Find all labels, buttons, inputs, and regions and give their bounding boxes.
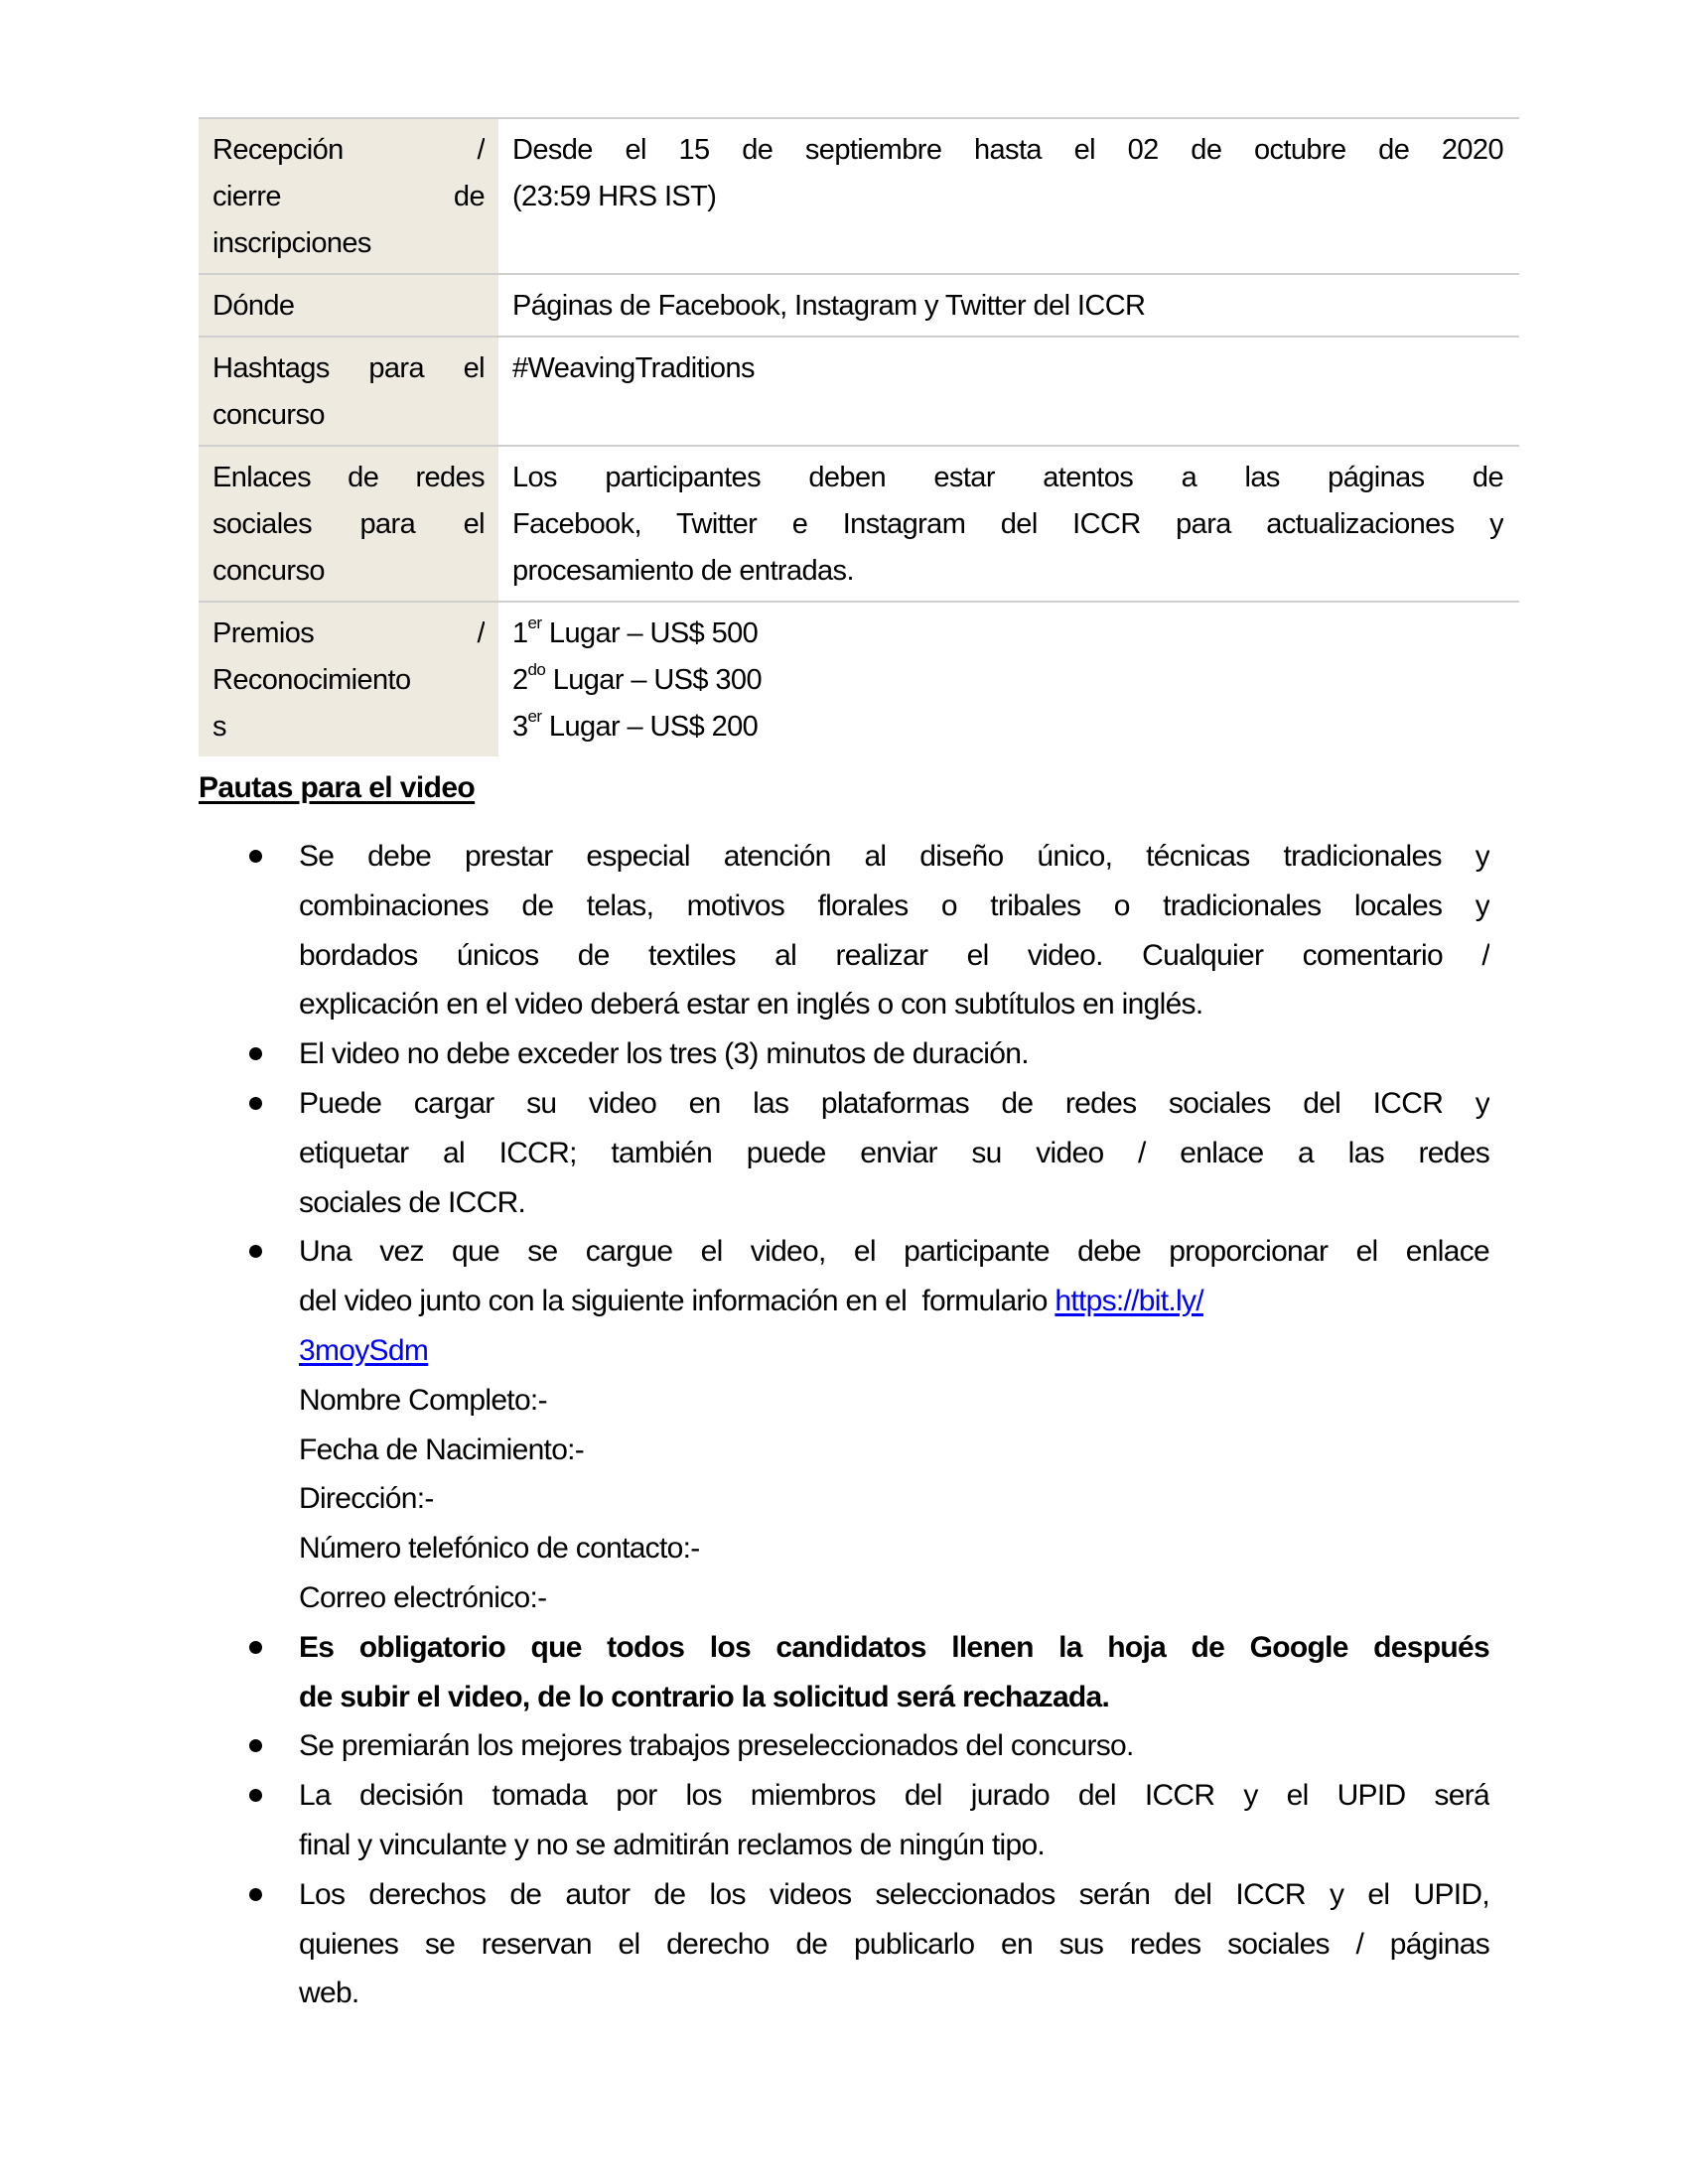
label-line: Hashtags para el: [212, 352, 485, 384]
section-heading: Pautas para el video: [199, 771, 476, 804]
row-value: [498, 447, 1519, 601]
list-item: [199, 1029, 1489, 1079]
row-label: [199, 338, 498, 445]
label-line: Premios /: [212, 617, 485, 649]
form-field-birth-date: Fecha de Nacimiento:-: [299, 1433, 585, 1466]
bullet-icon: [249, 850, 262, 863]
label-line: inscripciones: [212, 227, 371, 259]
row-label: [199, 603, 498, 756]
form-field-full-name: Nombre Completo:-: [299, 1383, 547, 1417]
item-line: etiquetar al ICCR; también puede enviar su video / enlace a las redes: [299, 1136, 1489, 1169]
label-line: Dónde: [212, 290, 295, 322]
item-line: del video junto con la siguiente información en el formulario https://bit.ly/: [299, 1285, 1203, 1318]
label-line: Enlaces de redes: [212, 462, 485, 493]
value-line: Los participantes deben estar atentos a las páginas de: [512, 462, 1503, 493]
form-link-continued[interactable]: 3moySdm: [299, 1333, 429, 1367]
item-line: El video no debe exceder los tres (3) minutos de duración.: [299, 1037, 1029, 1071]
bullet-icon: [249, 1047, 262, 1060]
item-line: explicación en el video deberá estar en inglés o con subtítulos en inglés.: [299, 988, 1203, 1022]
item-line: Una vez que se cargue el video, el participante debe proporcionar el enlace: [299, 1235, 1489, 1269]
contest-info-table: [199, 117, 1519, 756]
form-field-phone: Número telefónico de contacto:-: [299, 1532, 700, 1566]
item-line: quienes se reservan el derecho de publicarlo en sus redes sociales / páginas: [299, 1927, 1489, 1961]
item-line: combinaciones de telas, motivos florales o tribales o tradicionales locales y: [299, 888, 1489, 922]
bullet-icon: [249, 1097, 262, 1110]
form-field-email: Correo electrónico:-: [299, 1580, 547, 1614]
spacer-line: [512, 220, 1503, 267]
item-line: Los derechos de autor de los videos seleccionados serán del ICCR y el UPID,: [299, 1877, 1489, 1911]
row-label: [199, 275, 498, 336]
list-item: [199, 1079, 1489, 1227]
prize-second: $2^{do}$ Lugar – US$ 300: [512, 660, 762, 696]
table-row-prizes: [199, 603, 1519, 756]
row-label: [199, 119, 498, 273]
table-row-where: [199, 275, 1519, 338]
row-value: [498, 338, 1519, 445]
table-row-registration: [199, 119, 1519, 275]
item-line: web.: [299, 1977, 359, 2010]
item-line: bordados únicos de textiles al realizar el video. Cualquier comentario /: [299, 938, 1489, 972]
item-line: final y vinculante y no se admitirán reclamos de ningún tipo.: [299, 1828, 1046, 1861]
list-item: [199, 1721, 1489, 1771]
item-line: La decisión tomada por los miembros del jurado del ICCR y el UPID será: [299, 1779, 1489, 1813]
item-line: Se premiarán los mejores trabajos preseleccionados del concurso.: [299, 1729, 1134, 1763]
table-row-hashtags: [199, 338, 1519, 447]
label-line: Reconocimiento: [212, 664, 411, 696]
list-item: [199, 1870, 1489, 2018]
row-value: [498, 603, 1519, 756]
row-label: [199, 447, 498, 601]
prize-third: 3er Lugar – US$ 200: [512, 707, 759, 743]
prize-first: 1er Lugar – US$ 500: [512, 614, 759, 649]
bullet-icon: [249, 1739, 262, 1752]
item-line: Puede cargar su video en las plataformas de redes sociales del ICCR y: [299, 1086, 1489, 1120]
label-line: s: [212, 711, 226, 743]
row-value: [498, 275, 1519, 336]
guidelines-list: [199, 832, 1489, 2018]
label-line: cierre de: [212, 181, 485, 212]
list-item: [199, 1227, 1489, 1622]
value-line: Páginas de Facebook, Instagram y Twitter del ICCR: [512, 290, 1146, 322]
bullet-icon: [249, 1888, 262, 1901]
label-line: concurso: [212, 555, 325, 587]
label-line: concurso: [212, 399, 325, 431]
value-line: Facebook, Twitter e Instagram del ICCR para actualizaciones y: [512, 508, 1503, 540]
list-item-mandatory: [199, 1623, 1489, 1722]
form-link[interactable]: https://bit.ly/: [1055, 1285, 1203, 1318]
item-line: Es obligatorio que todos los candidatos llenen la hoja de Google después: [299, 1630, 1489, 1664]
value-line: procesamiento de entradas.: [512, 555, 854, 587]
item-line: Se debe prestar especial atención al diseño único, técnicas tradicionales y: [299, 840, 1489, 873]
list-item: [199, 832, 1489, 1029]
value-line: Desde el 15 de septiembre hasta el 02 de octubre de 2020: [512, 134, 1503, 166]
item-line: [299, 1326, 1489, 1376]
value-line: (23:59 HRS IST): [512, 181, 717, 212]
item-line: sociales de ICCR.: [299, 1185, 526, 1219]
form-field-address: Dirección:-: [299, 1482, 434, 1516]
list-item: [199, 1771, 1489, 1870]
table-row-social-links: [199, 447, 1519, 603]
row-value: [498, 119, 1519, 273]
label-line: sociales para el: [212, 508, 485, 540]
bullet-icon: [249, 1789, 262, 1802]
bullet-icon: [249, 1245, 262, 1258]
hashtag-value: #WeavingTraditions: [512, 352, 755, 384]
bullet-icon: [249, 1641, 262, 1654]
label-line: Recepción /: [212, 134, 485, 166]
item-line: de subir el video, de lo contrario la solicitud será rechazada.: [299, 1680, 1110, 1713]
